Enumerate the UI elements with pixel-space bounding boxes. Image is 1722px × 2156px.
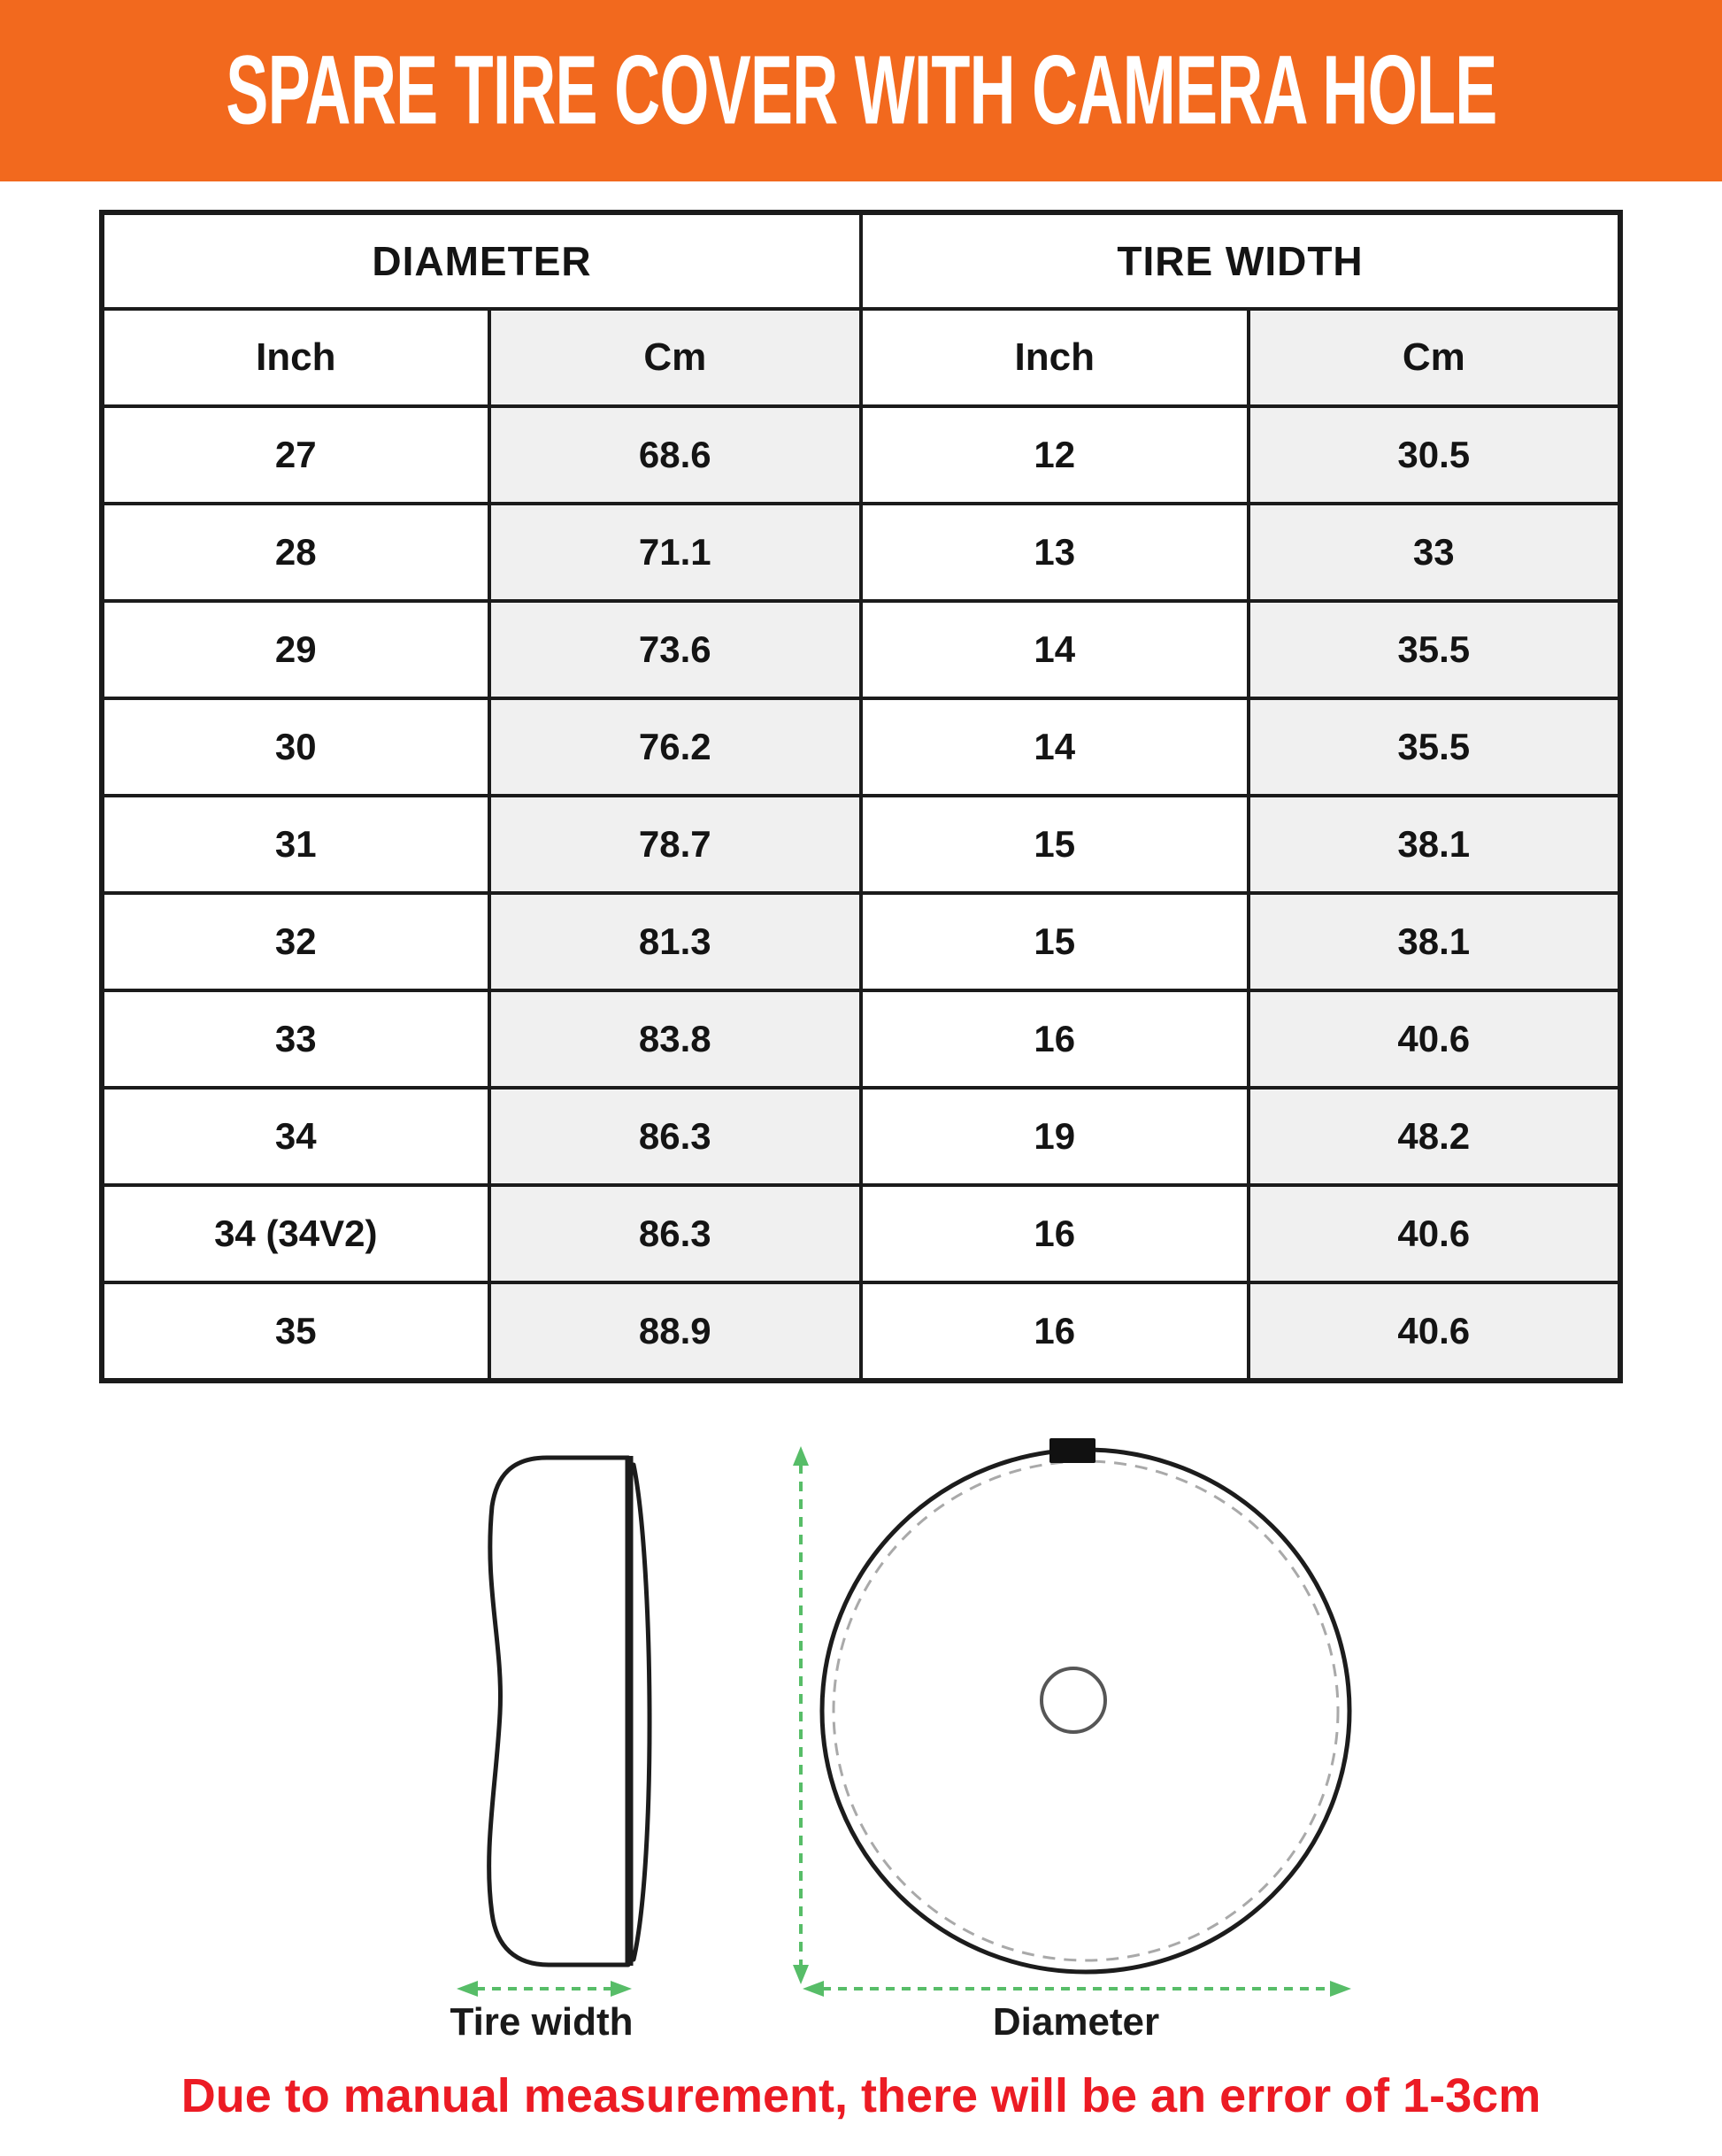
table-row (102, 1185, 1620, 1282)
table-row (102, 990, 1620, 1088)
group-header-diameter: DIAMETER (102, 212, 861, 309)
table-cell: 71.1 (489, 504, 861, 601)
banner (0, 0, 1722, 181)
size-table-body (102, 406, 1620, 1381)
table-cell: 14 (861, 698, 1249, 796)
sub-header-row (102, 309, 1620, 406)
table-row (102, 893, 1620, 990)
table-cell: 15 (861, 796, 1249, 893)
table-cell: 34 (34V2) (102, 1185, 489, 1282)
table-cell: 40.6 (1249, 1282, 1620, 1381)
diameter-arrow (803, 1981, 1351, 1997)
table-cell: 12 (861, 406, 1249, 504)
table-row (102, 796, 1620, 893)
group-header-tire-width: TIRE WIDTH (861, 212, 1620, 309)
table-row (102, 504, 1620, 601)
sub-header-diameter-cm: Cm (489, 309, 861, 406)
table-cell: 38.1 (1249, 893, 1620, 990)
strap-tab (1049, 1438, 1095, 1463)
table-cell: 83.8 (489, 990, 861, 1088)
diameter-label: Diameter (992, 2000, 1160, 2044)
sub-header-width-cm: Cm (1249, 309, 1620, 406)
tire-width-label: Tire width (450, 2000, 634, 2044)
table-cell: 40.6 (1249, 990, 1620, 1088)
table-cell: 35 (102, 1282, 489, 1381)
measurement-error-note: Due to manual measurement, there will be an error of 1-3cm (181, 2069, 1541, 2122)
table-row (102, 698, 1620, 796)
sub-header-width-inch: Inch (861, 309, 1249, 406)
camera-hole (1042, 1668, 1105, 1732)
table-cell: 29 (102, 601, 489, 698)
vertical-diameter-arrow (793, 1446, 809, 1984)
sub-header-diameter-inch: Inch (102, 309, 489, 406)
table-row (102, 1088, 1620, 1185)
table-cell: 81.3 (489, 893, 861, 990)
table-cell: 68.6 (489, 406, 861, 504)
table-row (102, 601, 1620, 698)
table-row (102, 1282, 1620, 1381)
table-cell: 76.2 (489, 698, 861, 796)
table-cell: 86.3 (489, 1185, 861, 1282)
tire-side-view-drawing (489, 1456, 650, 1966)
table-cell: 35.5 (1249, 601, 1620, 698)
table-cell: 35.5 (1249, 698, 1620, 796)
table-cell: 14 (861, 601, 1249, 698)
table-cell: 40.6 (1249, 1185, 1620, 1282)
table-cell: 86.3 (489, 1088, 861, 1185)
table-cell: 38.1 (1249, 796, 1620, 893)
table-cell: 16 (861, 990, 1249, 1088)
group-header-row (102, 212, 1620, 309)
table-cell: 30.5 (1249, 406, 1620, 504)
table-cell: 16 (861, 1282, 1249, 1381)
table-cell: 48.2 (1249, 1088, 1620, 1185)
table-cell: 27 (102, 406, 489, 504)
tire-front-view-drawing (822, 1438, 1349, 1972)
table-cell: 16 (861, 1185, 1249, 1282)
table-cell: 33 (1249, 504, 1620, 601)
page-title: SPARE TIRE COVER WITH CAMERA HOLE (225, 35, 1497, 145)
table-cell: 31 (102, 796, 489, 893)
table-cell: 88.9 (489, 1282, 861, 1381)
table-cell: 28 (102, 504, 489, 601)
table-cell: 19 (861, 1088, 1249, 1185)
table-cell: 30 (102, 698, 489, 796)
stitch-line (834, 1461, 1338, 1960)
table-cell: 32 (102, 893, 489, 990)
size-table (99, 210, 1623, 1383)
table-cell: 34 (102, 1088, 489, 1185)
table-cell: 33 (102, 990, 489, 1088)
table-cell: 15 (861, 893, 1249, 990)
table-cell: 13 (861, 504, 1249, 601)
tire-width-arrow (457, 1981, 632, 1997)
table-row (102, 406, 1620, 504)
table-cell: 73.6 (489, 601, 861, 698)
size-table-header (102, 212, 1620, 406)
table-cell: 78.7 (489, 796, 861, 893)
